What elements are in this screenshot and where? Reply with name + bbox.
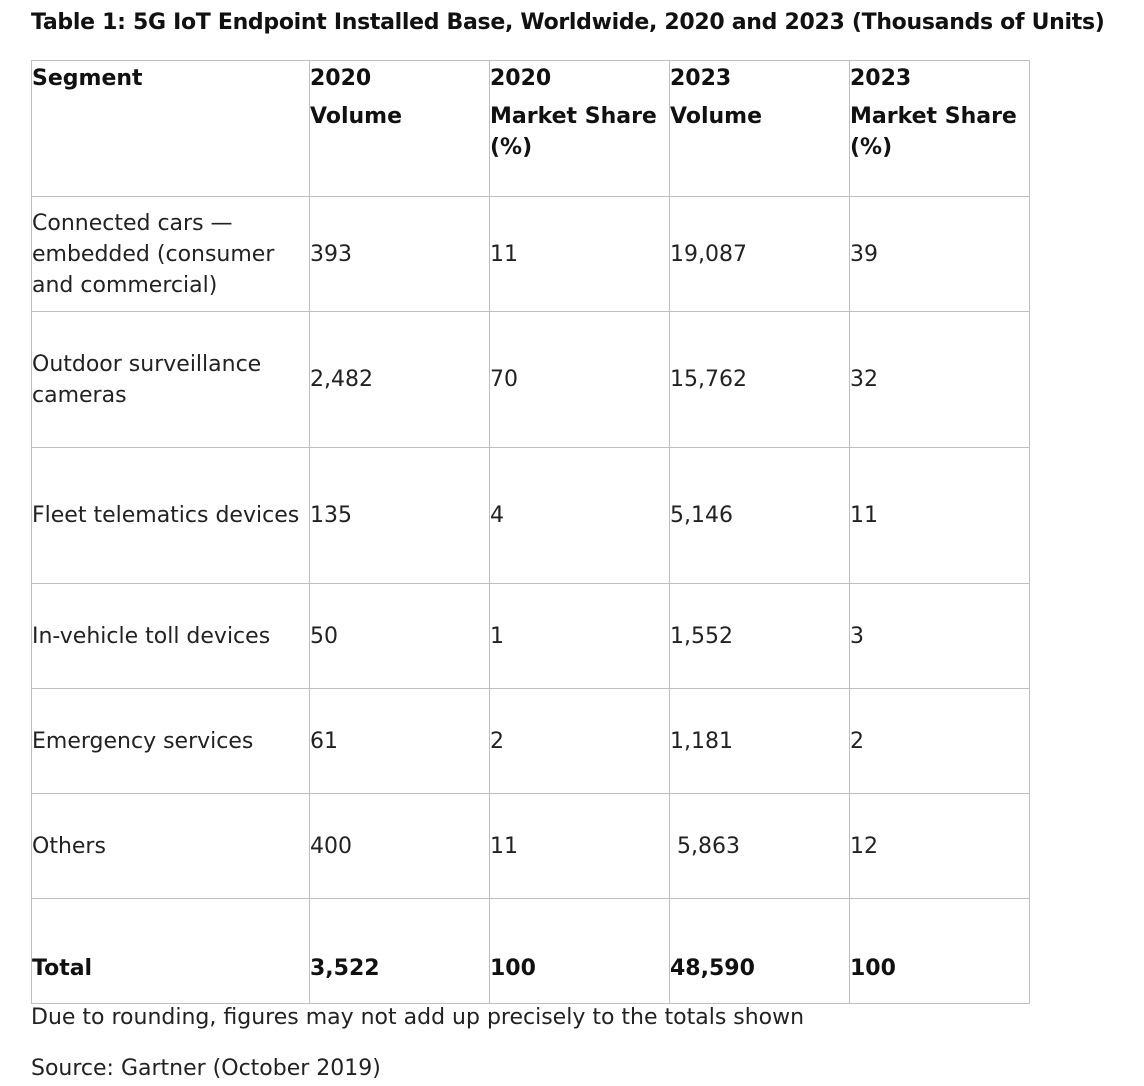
segment-cell: Fleet telematics devices [32,448,310,584]
share-2020-cell: 70 [490,312,670,448]
volume-2020-cell: 400 [310,794,490,899]
table-title: Table 1: 5G IoT Endpoint Installed Base, Worldwide, 2020 and 2023 (Thousands of Units) [31,10,1105,35]
header-2020-market-share: 2020 Market Share (%) [490,61,670,197]
table-row [32,689,1030,794]
volume-2023-cell: 15,762 [670,312,850,448]
total-volume-2020: 3,522 [310,899,490,1004]
header-2020-volume: 2020 Volume [310,61,490,197]
total-label: Total [32,899,310,1004]
rounding-note: Due to rounding, figures may not add up precisely to the totals shown [31,1005,805,1030]
share-2023-cell: 2 [850,689,1030,794]
total-row [32,899,1030,1004]
table-row [32,448,1030,584]
installed-base-table [31,60,1030,1004]
volume-2023-cell: 5,863 [670,794,850,899]
share-2023-cell: 3 [850,584,1030,689]
source-note: Source: Gartner (October 2019) [31,1056,381,1081]
segment-cell: Outdoor surveillance cameras [32,312,310,448]
table-row [32,584,1030,689]
share-2020-cell: 11 [490,794,670,899]
share-2023-cell: 12 [850,794,1030,899]
volume-2020-cell: 2,482 [310,312,490,448]
volume-2020-cell: 50 [310,584,490,689]
table-row [32,197,1030,312]
table-row [32,794,1030,899]
share-2020-cell: 2 [490,689,670,794]
segment-cell: Connected cars — embedded (consumer and commercial) [32,197,310,312]
volume-2023-cell: 1,552 [670,584,850,689]
total-volume-2023: 48,590 [670,899,850,1004]
volume-2020-cell: 61 [310,689,490,794]
header-segment: Segment [32,61,310,197]
header-2023-volume: 2023 Volume [670,61,850,197]
header-2023-market-share: 2023 Market Share (%) [850,61,1030,197]
segment-cell: Emergency services [32,689,310,794]
total-share-2020: 100 [490,899,670,1004]
volume-2023-cell: 19,087 [670,197,850,312]
share-2020-cell: 11 [490,197,670,312]
volume-2020-cell: 393 [310,197,490,312]
share-2020-cell: 4 [490,448,670,584]
total-share-2023: 100 [850,899,1030,1004]
segment-cell: Others [32,794,310,899]
table-row [32,312,1030,448]
share-2023-cell: 11 [850,448,1030,584]
share-2023-cell: 39 [850,197,1030,312]
share-2020-cell: 1 [490,584,670,689]
segment-cell: In-vehicle toll devices [32,584,310,689]
volume-2023-cell: 1,181 [670,689,850,794]
volume-2020-cell: 135 [310,448,490,584]
volume-2023-cell: 5,146 [670,448,850,584]
table-header-row [32,61,1030,197]
share-2023-cell: 32 [850,312,1030,448]
